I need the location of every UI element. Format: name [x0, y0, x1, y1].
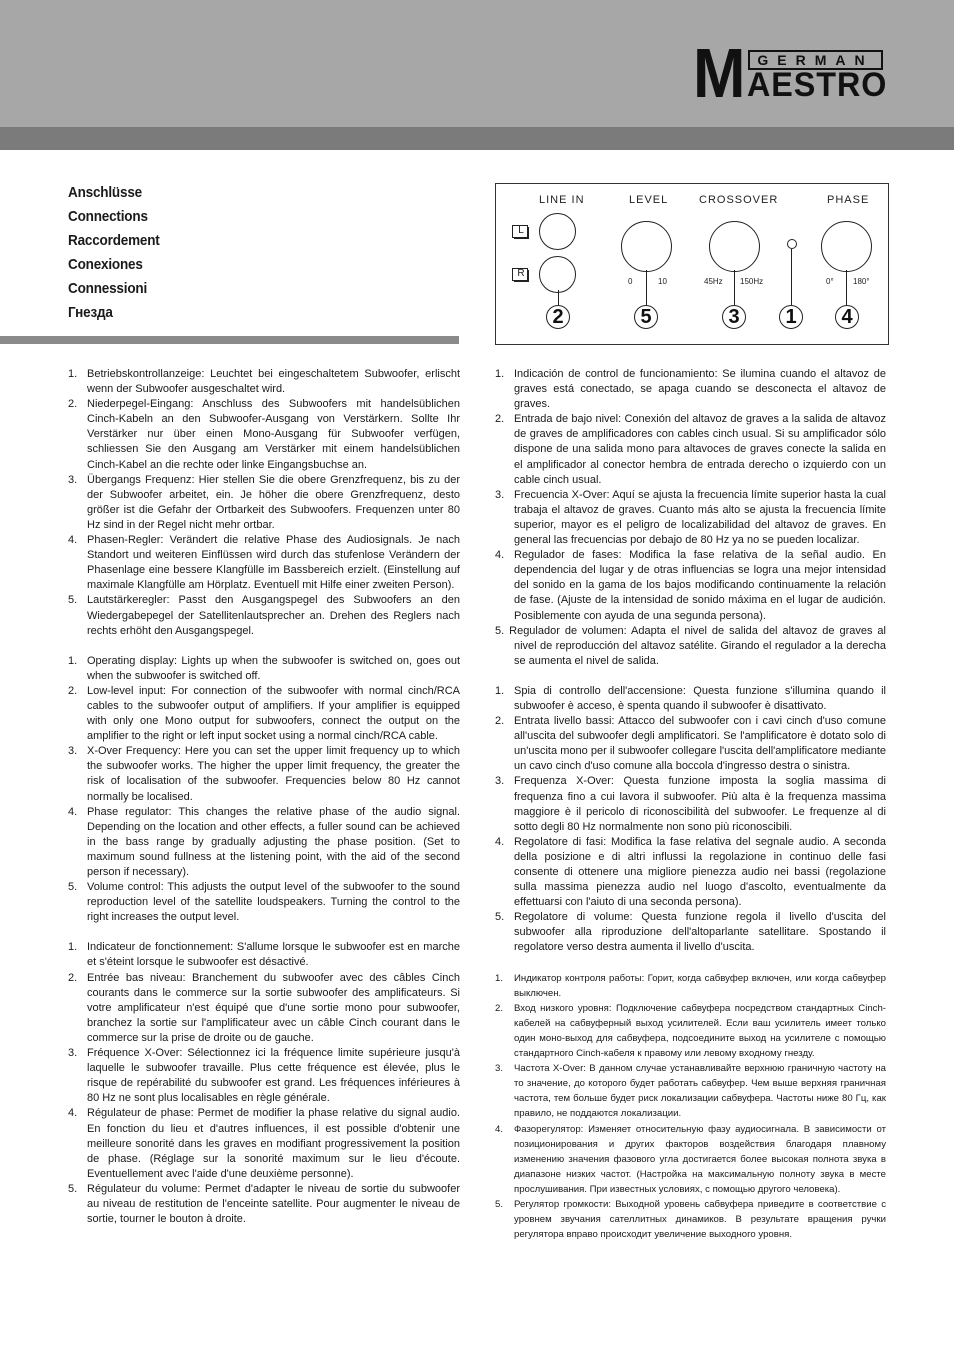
- list-item: 5. Регулятор громкости: Выходной уровень сабвуфера приведите в соответствие с уровнем звучания сателлитных динамиков. В результате вращения ручки регулятора вправо происходит увеличение выходного уровня.: [495, 1198, 886, 1241]
- heading-en: Connections: [68, 208, 148, 225]
- list-item: 2. Entrata livello bassi: Attacco del subwoofer con i cavi cinch d'uso comune all'uscita del subwoofer degli amplificatori. Se l'amplificatore è dotato solo di un'uscita mono per il subwoofer collegare l'uscita dell'amplificatore mediante un cavo cinch d'uso comune alla boccola d'ingresso destra o sinistra.: [495, 715, 886, 773]
- list-item: 2. Entrée bas niveau: Branchement du subwoofer avec des câbles Cinch courants dans le commerce sur la sortie subwoofer des amplificateurs. Si votre amplificateur n'est équipé que d'une sortie mono pour subwoofer, branchez la sortie sur l'amplificateur avec un câble Cinch courant dans le commerce sur la prise de droite ou de gauche.: [68, 971, 460, 1044]
- list-item: 4. Regolatore di fasi: Modifica la fase relativa del segnale audio. A seconda della posizione e di altri influssi la regolazione in continuo delle fasi consente di ottenere una migliore pienezza audio nei bassi (regolazione sulla massima pienezza audio nel luogo d'ascolto, eventualmente da effettuarsi con l'aiuto di una seconda persona).: [495, 835, 886, 909]
- level-min-label: 0: [628, 277, 633, 286]
- list-it: [495, 684, 886, 956]
- logo-big-letter: M: [693, 34, 744, 112]
- line-in-l-socket: [539, 213, 576, 250]
- heading-it: Connessioni: [68, 280, 148, 297]
- callout-line-4: [846, 270, 847, 305]
- list-item: 4. Фазорегулятор: Изменяет относительную фазу аудиосигнала. В зависимости от позиционирования и других факторов воздействия благодаря плавному изменению значения фазового угла достигается более высокая полнота звука в диапазоне низких частот. (Настройка на максимальную полноту звука в месте прослушивания. При известных условиях, с помощью другого человека).: [495, 1123, 886, 1195]
- list-es: [495, 367, 886, 624]
- header-stripe: [0, 127, 954, 150]
- list-item: 5. Volume control: This adjusts the output level of the subwoofer to the sound reproduction level of the satellite loudspeakers. Turning the control to the right increases the output level.: [68, 881, 460, 924]
- phase-min-label: 0°: [826, 277, 834, 286]
- heading-fr: Raccordement: [68, 232, 160, 249]
- list-item: 1. Betriebskontrollanzeige: Leuchtet bei eingeschaltetem Subwoofer, erlischt wenn der Subwoofer ausgeschaltet wird.: [68, 368, 460, 396]
- label-level: LEVEL: [629, 194, 669, 206]
- input-l-label: L: [512, 225, 530, 236]
- callout-line-5: [646, 270, 647, 305]
- level-max-label: 10: [658, 277, 667, 286]
- callout-line-1: [791, 249, 792, 305]
- line-in-r-socket: [539, 256, 576, 293]
- list-item: 5. Régulateur du volume: Permet d'adapter le niveau de sortie du subwoofer au niveau de restitution de l'enceinte satellite. Pour augmenter le niveau de sortie, tourner le bouton à droite.: [68, 1182, 460, 1226]
- list-item: 3. Übergangs Frequenz: Hier stellen Sie die obere Grenzfrequenz, bis zu der der Subwoofer arbeitet, ein. Je höher die obere Grenzfrequenz, desto größer ist die Gefahr der Ortbarkeit des Subwoofers. Frequenzen unter 80 Hz sind in der Regel nicht mehr ortbar.: [68, 473, 460, 531]
- list-item: 4. Regulador de fases: Modifica la fase relativa de la señal audio. En dependencia del lugar y de otras influencias se logra una mejor intensidad del sonido en la gama de los bajos modificando continuamente la relación de fase. (Ajuste de la intensidad de sonido máxima en el lugar de audición. Posiblemente con ayuda de una segunda persona).: [495, 549, 886, 622]
- list-item: 4. Régulateur de phase: Permet de modifier la phase relative du signal audio. En fonction du lieu et d'autres influences, il est possible d'obtenir une meilleure sonorité dans les graves en modifiant progressivement la position de phase. (Réglage sur la sonorité maximum sur le lieu d'écoute. Eventuellement avec l'aide d'une deuxième personne).: [68, 1107, 460, 1180]
- right-column: [495, 367, 886, 1242]
- callout-line-3: [734, 270, 735, 305]
- connection-panel-diagram: [495, 183, 889, 345]
- list-item: 1. Индикатор контроля работы: Горит, когда сабвуфер включен, или когда сабвуфер выключен.: [495, 972, 886, 999]
- list-item: 2. Low-level input: For connection of the subwoofer with normal cinch/RCA cables to the subwoofer output of amplifiers. If your amplifier is equipped with only one Mono output for subwoofers, connect the output on the amplifier to the right or left input socket using a normal cinch/RCA cable.: [68, 684, 460, 743]
- list-item: 3. Frecuencia X-Over: Aquí se ajusta la frecuencia límite superior hasta la cual trabaja el altavoz de graves. Cuanto más alto se ajusta la frecuencia límite superior, mayor es el peligro de localizabilidad del altavoz de graves. En general las frecuencias por debajo de 80 Hz ya no se pueden localizar.: [495, 488, 886, 547]
- list-item: 2. Вход низкого уровня: Подключение сабвуфера посредством стандартных Cinch-кабелей на сабвуферный выход усилителей. Если ваш усилитель имеет только один моно-выход для сабвуфера, подсоедините выход на усилителе с помощью стандартного Cinch-кабеля к правому или левому входному гнезду.: [495, 1002, 886, 1060]
- heading-de: Anschlüsse: [68, 184, 142, 201]
- callout-4: 4: [835, 305, 859, 329]
- list-item: 5. Regolatore di volume: Questa funzione regola il livello d'uscita del subwoofer alla riproduzione dell'altoparlante satellitare. Spostando il regolatore verso destra aumenta il livello d'uscita.: [495, 911, 886, 954]
- list-de: [68, 367, 460, 639]
- crossover-max-label: 150Hz: [740, 277, 764, 286]
- logo-top-word: GERMAN: [748, 50, 883, 70]
- callout-1: 1: [779, 305, 803, 329]
- list-item: 2. Entrada de bajo nivel: Conexión del altavoz de graves a la salida de altavoz de graves de amplificadores con cables cinch usual. Si su amplificador sólo dispone de una salida mono para altavoces de graves conecte la salida en el amplificador al conector hembra de entrada derecho o izquierdo con un cable cinch usual.: [495, 413, 886, 486]
- callout-2: 2: [546, 305, 570, 329]
- list-item: 4. Phase regulator: This changes the relative phase of the audio signal. Depending on the location and other effects, a fuller sound can be achieved in the bass range by gradually adjusting the phase position. (Set to maximum sound fullness at the listening point, with the aid of the second person if necessary).: [68, 805, 460, 878]
- list-item: 3. Частота X-Over: В данном случае устанавливайте верхнюю граничную частоту на то значение, до которого будет работать сабвуфер. Чем выше верхняя граничная частота, тем больше будет риск локализации сабвуфера. Частоты ниже 80 Гц, как правило, не поддаются локализации.: [495, 1063, 886, 1120]
- level-knob: [621, 221, 672, 272]
- input-r-label: R: [512, 268, 530, 279]
- list-item: 5. Lautstärkeregler: Passt den Ausgangspegel des Subwoofers an den Wiedergabepegel der Satellitenlautsprecher an. Drehen des Reglers nach rechts erhöht den Ausgangspegel.: [68, 594, 460, 637]
- list-item: 1. Indicateur de fonctionnement: S'allume lorsque le subwoofer est en marche et s'éteint lorsque le subwoofer est désactivé.: [68, 941, 460, 969]
- section-divider: [0, 336, 459, 344]
- brand-logo: [693, 34, 888, 112]
- logo-bottom-word: AESTRO: [747, 66, 888, 104]
- list-item: 1. Indicación de control de funcionamiento: Se ilumina cuando el altavoz de graves está conectado, se apaga cuando se desconecta el altavoz de graves.: [495, 368, 886, 411]
- list-ru: [495, 971, 886, 1243]
- callout-line-2: [558, 290, 559, 305]
- label-crossover: CROSSOVER: [699, 194, 779, 206]
- crossover-min-label: 45Hz: [704, 277, 723, 286]
- list-fr: [68, 940, 460, 1227]
- label-phase: PHASE: [827, 194, 870, 206]
- list-item: 2. Niederpegel-Eingang: Anschluss des Subwoofers mit handelsüblichen Cinch-Kabeln an den Subwoofer-Ausgang von Verstärkern. Sollte Ihr Verstärker nur über einen Mono-Ausgang für Subwoofer verfügen, schliessen Sie den Ausgang am Verstärker mit einem handelsüblichen Cinch-Kabel an die rechte oder linke Eingangsbuchse an.: [68, 398, 460, 471]
- list-item: 3. X-Over Frequency: Here you can set the upper limit frequency up to which the subwoofer works. The higher the upper limit frequency, the greater the risk of localisation of the subwoofer. Frequencies below 80 Hz cannot normally be localised.: [68, 745, 460, 803]
- list-item: 4. Phasen-Regler: Verändert die relative Phase des Audiosignals. Je nach Standort und weiteren Einflüssen wird durch das stufenlose Verändern der Phasenlage eine bessere Klangfülle im Bassbereich erzielt. (Einstellung auf maximale Klangfülle am Hörplatz. Eventuell mit Hilfe einer zweiten Person).: [68, 534, 460, 592]
- crossover-knob: [709, 221, 760, 272]
- callout-3: 3: [722, 305, 746, 329]
- callout-5: 5: [634, 305, 658, 329]
- phase-max-label: 180°: [853, 277, 870, 286]
- list-en: [68, 654, 460, 926]
- label-line-in: LINE IN: [539, 194, 585, 206]
- heading-es: Conexiones: [68, 256, 143, 273]
- list-item-es-5: 5. Regulador de volumen: Adapta el nivel de salida del altavoz de graves al nivel de reproducción del altavoz satélite. Girando el regulador a la derecha se aumenta el nivel de salida.: [495, 624, 886, 667]
- list-item: 3. Frequenza X-Over: Questa funzione imposta la soglia massima di frequenza fino a cui lavora il subwoofer. Più alta è la frequenza massima maggiore è il pericolo di riconoscibilità del subwoofer. Le frequenze al di sotto degli 80 Hz normalmente non sono più riconoscibili.: [495, 775, 886, 833]
- power-led: [787, 239, 797, 249]
- list-item: 1. Spia di controllo dell'accensione: Questa funzione s'illumina quando il subwoofer è acceso, è spenta quando il subwoofer è disattivato.: [495, 684, 886, 712]
- left-column: [68, 367, 460, 1227]
- list-item: 1. Operating display: Lights up when the subwoofer is switched on, goes out when the subwoofer is switched off.: [68, 654, 460, 682]
- list-item: 3. Fréquence X-Over: Sélectionnez ici la fréquence limite supérieure jusqu'à laquelle le subwoofer travaille. Plus cette fréquence est élevée, plus le risque de repérabilité du subwoofer est grand. Les fréquences inférieures à 80 Hz ne sont plus localisables en règle générale.: [68, 1047, 460, 1105]
- heading-ru: Гнезда: [68, 304, 113, 321]
- phase-knob: [821, 221, 872, 272]
- section-headings: [68, 181, 388, 325]
